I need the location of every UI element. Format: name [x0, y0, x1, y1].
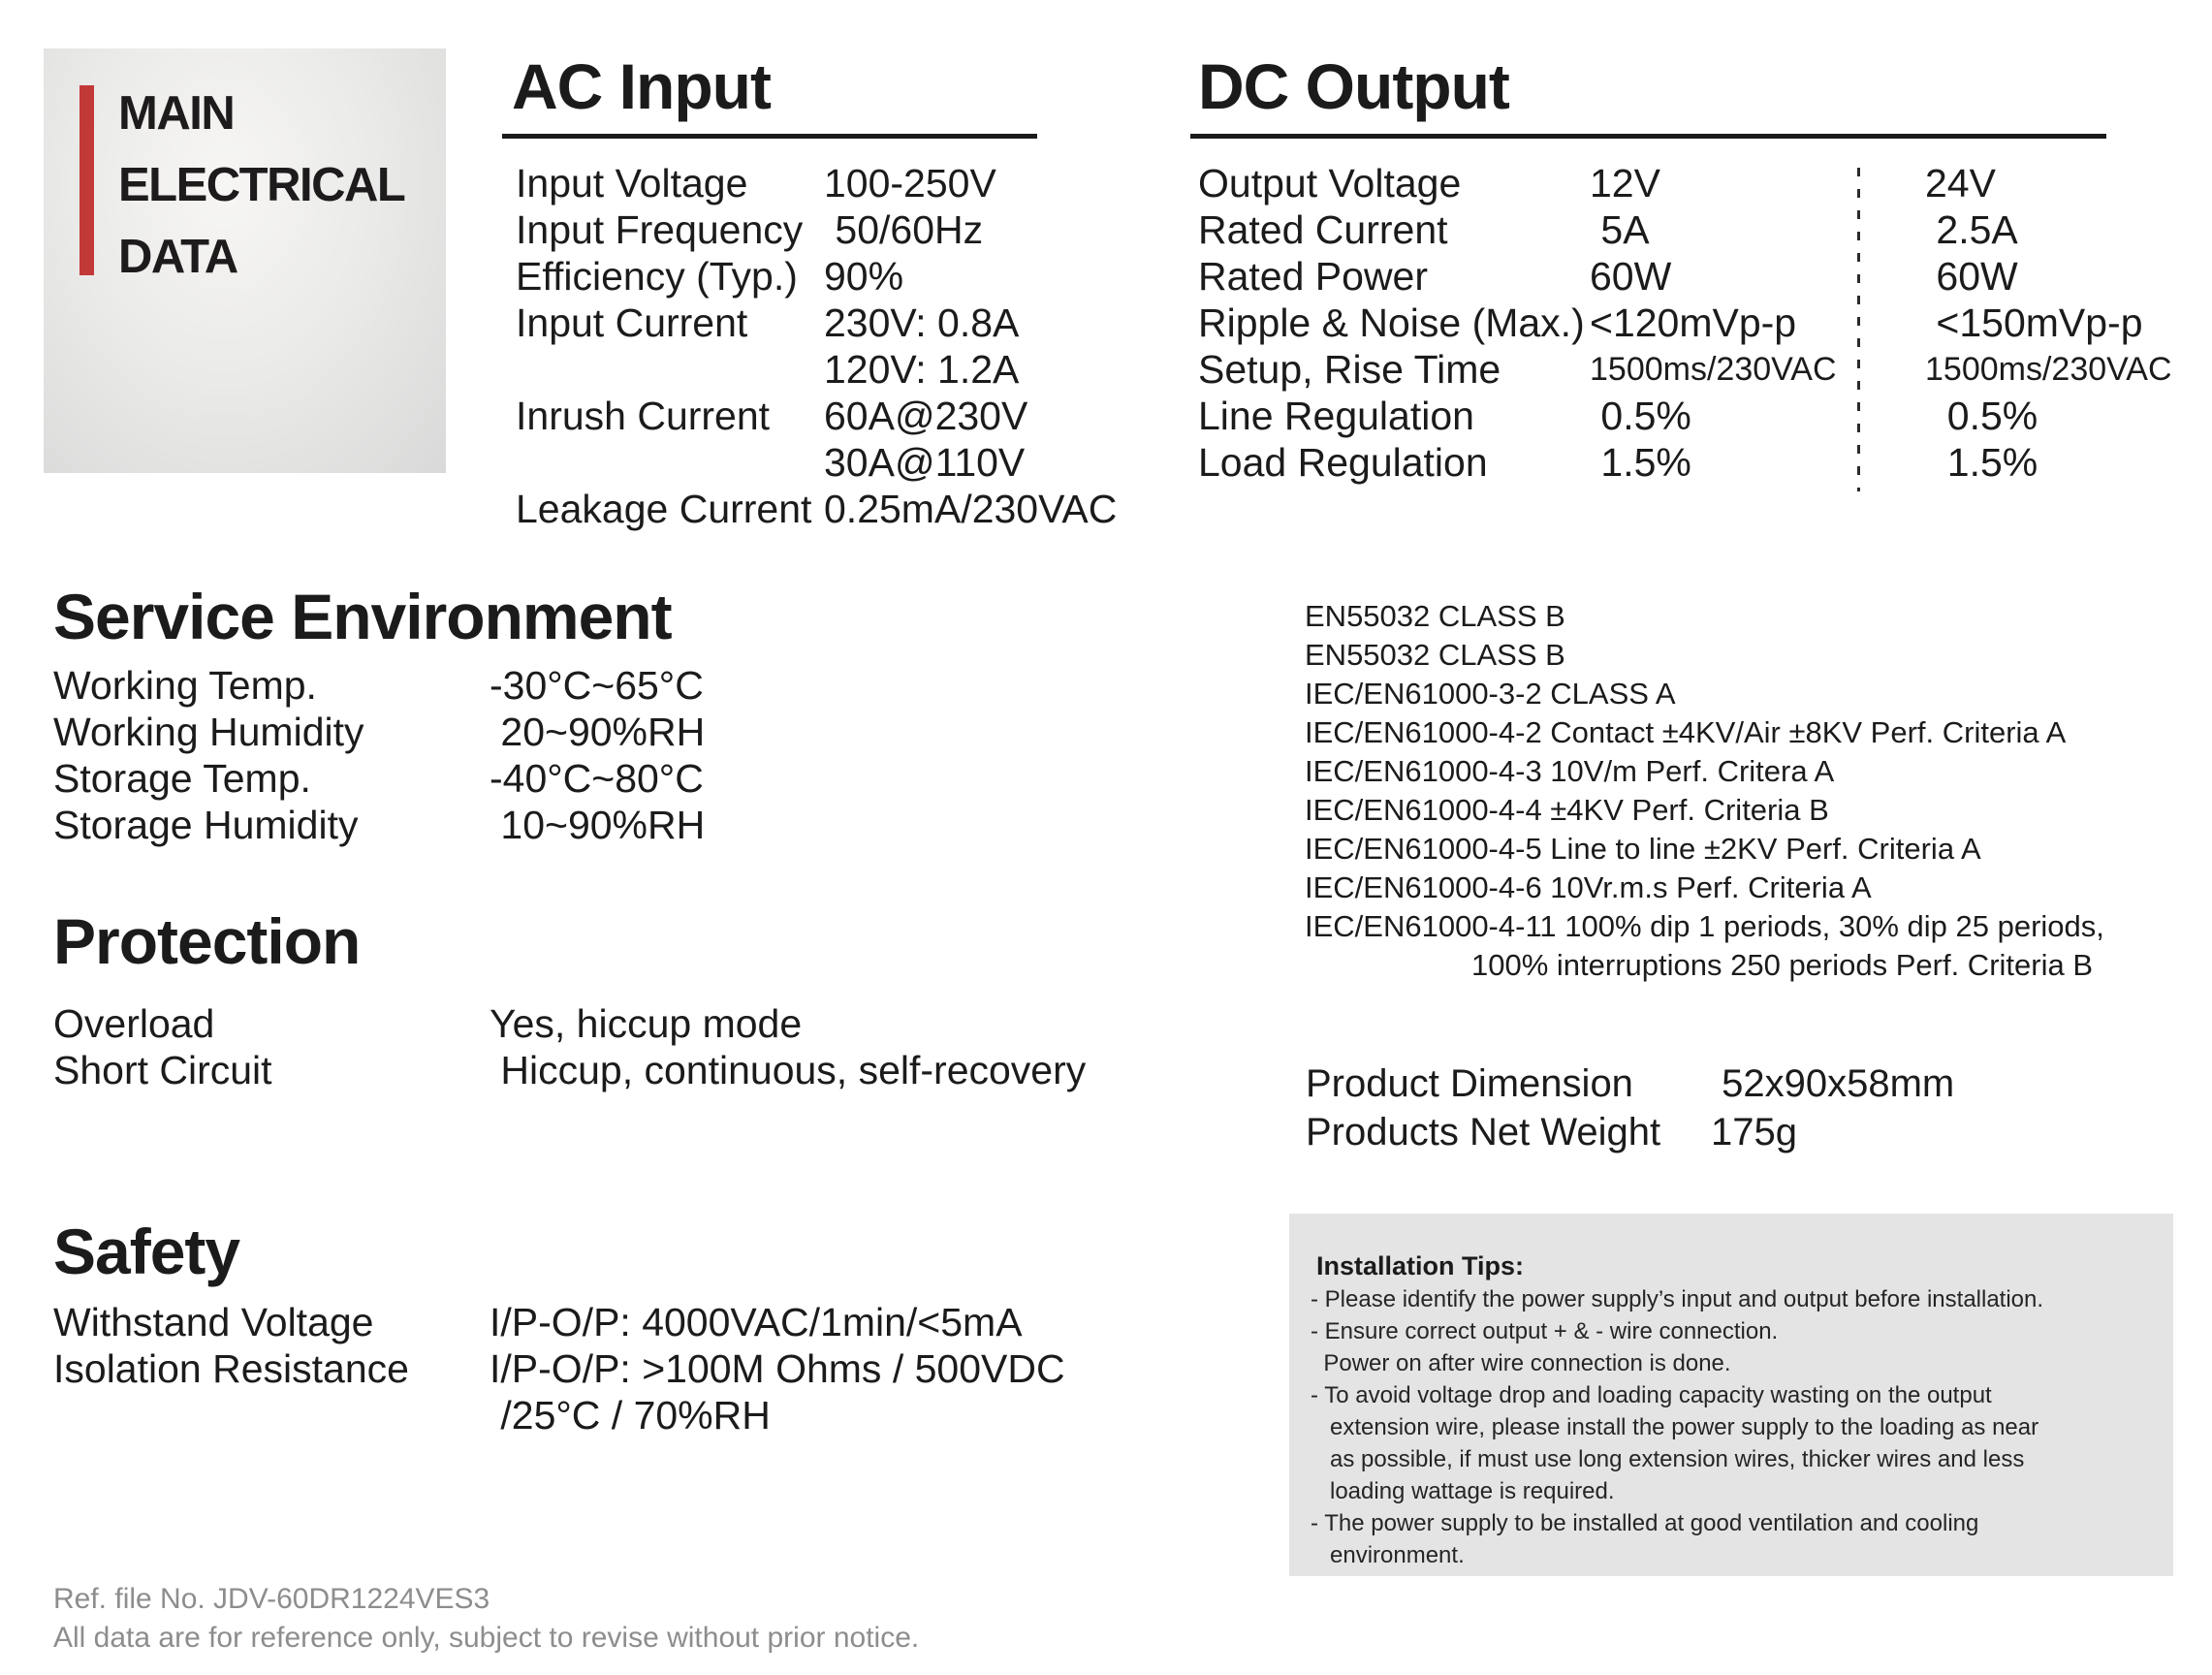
spec-row — [516, 346, 1037, 393]
spec-value: Yes, hiccup mode — [490, 1001, 803, 1046]
spec-value: 175g — [1711, 1111, 1797, 1154]
spec-value: -40°C~80°C — [490, 756, 704, 801]
emc-standard-line: IEC/EN61000-4-6 10Vr.m.s Perf. Criteria A — [1305, 870, 1872, 904]
spec-row — [1306, 1108, 1954, 1156]
spec-row — [1198, 346, 2172, 393]
spec-label: Working Humidity — [53, 710, 364, 754]
badge-title — [118, 78, 404, 293]
spec-row — [1198, 300, 2143, 346]
emc-standard-line: IEC/EN61000-4-5 Line to line ±2KV Perf. Criteria A — [1305, 832, 1981, 866]
service-environment-table — [53, 662, 926, 848]
protection-heading: Protection — [53, 905, 361, 977]
installation-tip-line: as possible, if must use long extension wires, thicker wires and less — [1311, 1446, 2025, 1472]
spec-row — [53, 709, 926, 755]
ac-input-underline — [502, 134, 1037, 139]
dc-output-table — [1190, 160, 2172, 486]
installation-tip-line: loading wattage is required. — [1311, 1478, 1615, 1504]
spec-label: Withstand Voltage — [53, 1300, 374, 1344]
red-accent-bar — [79, 85, 94, 275]
emc-standard-line: IEC/EN61000-3-2 CLASS A — [1305, 677, 1676, 711]
service-environment-heading: Service Environment — [53, 581, 672, 652]
installation-tip-line: - Ensure correct output + & - wire connection. — [1311, 1318, 1779, 1344]
spec-row — [53, 802, 926, 848]
value-24v: 2.5A — [1925, 207, 2018, 252]
spec-value: I/P-O/P: >100M Ohms / 500VDC — [490, 1346, 1065, 1391]
spec-row — [53, 662, 926, 709]
badge-title-line1: MAIN — [118, 87, 235, 140]
installation-tip-line: - To avoid voltage drop and loading capacity wasting on the output — [1311, 1382, 1992, 1408]
spec-label: Input Current — [516, 300, 748, 345]
emc-standard-line: 100% interruptions 250 periods Perf. Criteria B — [1471, 948, 2093, 982]
value-12v: 1500ms/230VAC — [1590, 351, 1837, 388]
spec-label: Output Voltage — [1198, 161, 1462, 205]
spec-row — [516, 253, 1037, 300]
spec-label — [53, 1392, 490, 1438]
spec-value: Hiccup, continuous, self-recovery — [490, 1048, 1087, 1092]
spec-row — [516, 439, 1037, 486]
main-electrical-data-badge — [44, 48, 446, 473]
spec-label: Rated Power — [1198, 254, 1429, 299]
installation-tip-line: - The power supply to be installed at good ventilation and cooling — [1311, 1510, 1979, 1536]
badge-title-line3: DATA — [118, 231, 237, 283]
badge-title-line2: ELECTRICAL — [118, 159, 405, 211]
value-24v: <150mVp-p — [1925, 300, 2143, 345]
spec-row — [53, 1345, 1217, 1392]
installation-tip-line: extension wire, please install the power supply to the loading as near — [1311, 1414, 2039, 1440]
emc-standards-list — [1305, 597, 2104, 985]
spec-value: 230V: 0.8A — [824, 300, 1020, 345]
spec-value: 120V: 1.2A — [824, 347, 1020, 392]
value-24v: 60W — [1925, 254, 2018, 299]
spec-row — [1198, 160, 2106, 206]
spec-row — [516, 206, 1037, 253]
emc-standard-line: IEC/EN61000-4-4 ±4KV Perf. Criteria B — [1305, 793, 1829, 827]
spec-value: 30A@110V — [824, 440, 1026, 485]
installation-tip-line: - Please identify the power supply’s input and output before installation. — [1311, 1286, 2044, 1312]
protection-table — [53, 1000, 1217, 1093]
spec-label: Storage Humidity — [53, 803, 359, 847]
spec-value: 90% — [824, 254, 904, 299]
spec-label: Input Frequency — [516, 207, 804, 252]
spec-row — [1198, 253, 2106, 300]
spec-label: Setup, Rise Time — [1198, 347, 1501, 392]
spec-row — [1198, 439, 2106, 486]
spec-label: Storage Temp. — [53, 756, 311, 801]
value-24v: 0.5% — [1925, 394, 2038, 438]
spec-value: I/P-O/P: 4000VAC/1min/<5mA — [490, 1300, 1023, 1344]
value-12v: 5A — [1590, 207, 1650, 252]
spec-label — [516, 346, 824, 393]
section-service-environment — [53, 577, 926, 848]
installation-tips-title: Installation Tips: — [1316, 1251, 1525, 1280]
spec-row — [1198, 393, 2106, 439]
installation-tip-line: Power on after wire connection is done. — [1311, 1350, 1731, 1376]
spec-row — [516, 393, 1037, 439]
dc-output-underline — [1190, 134, 2106, 139]
spec-label: Inrush Current — [516, 394, 771, 438]
spec-value: 52x90x58mm — [1711, 1062, 1955, 1105]
footer-ref-file-number: Ref. file No. JDV-60DR1224VES3 — [53, 1583, 490, 1615]
spec-value: 50/60Hz — [824, 207, 984, 252]
spec-value: 0.25mA/230VAC — [824, 487, 1118, 531]
spec-row — [53, 1392, 1217, 1438]
spec-label: Efficiency (Typ.) — [516, 254, 798, 299]
value-12v: 0.5% — [1590, 394, 1691, 438]
section-protection — [53, 901, 1217, 1093]
emc-standard-line: IEC/EN61000-4-2 Contact ±4KV/Air ±8KV Perf. Criteria A — [1305, 715, 2067, 749]
section-ac-input — [502, 47, 1118, 532]
spec-label: Line Regulation — [1198, 394, 1474, 438]
section-dc-output — [1190, 47, 2172, 486]
spec-value: 10~90%RH — [490, 803, 706, 847]
spec-value: -30°C~65°C — [490, 663, 704, 708]
installation-tips-box — [1289, 1214, 2173, 1576]
spec-label: Leakage Current — [516, 487, 812, 531]
spec-label — [516, 439, 824, 486]
footer — [53, 1580, 919, 1658]
column-divider-dotted — [1857, 168, 1860, 491]
spec-label: Input Voltage — [516, 161, 748, 205]
dc-output-heading: DC Output — [1198, 50, 1509, 122]
spec-value: 60A@230V — [824, 394, 1028, 438]
value-24v: 1.5% — [1925, 440, 2038, 485]
emc-standard-line: EN55032 CLASS B — [1305, 638, 1565, 672]
spec-row — [1198, 206, 2106, 253]
value-12v: 1.5% — [1590, 440, 1691, 485]
footer-disclaimer: All data are for reference only, subject to revise without prior notice. — [53, 1622, 920, 1654]
spec-label: Load Regulation — [1198, 440, 1488, 485]
value-24v: 1500ms/230VAC — [1925, 351, 2172, 388]
ac-input-table — [502, 160, 1118, 532]
spec-label: Overload — [53, 1001, 215, 1046]
value-12v: 12V — [1590, 161, 1660, 205]
spec-label: Rated Current — [1198, 207, 1448, 252]
spec-label: Ripple & Noise (Max.) — [1198, 300, 1585, 345]
spec-row — [53, 1299, 1217, 1345]
spec-label: Short Circuit — [53, 1048, 272, 1092]
spec-value: 100-250V — [824, 161, 996, 205]
value-12v: 60W — [1590, 254, 1672, 299]
spec-row — [516, 486, 1118, 532]
spec-label: Isolation Resistance — [53, 1346, 409, 1391]
spec-row — [53, 1047, 1217, 1093]
safety-table — [53, 1299, 1217, 1438]
spec-label: Product Dimension — [1306, 1062, 1633, 1105]
emc-standard-line: IEC/EN61000-4-11 100% dip 1 periods, 30% dip 25 periods, — [1305, 909, 2104, 943]
spec-label: Products Net Weight — [1306, 1111, 1661, 1154]
product-dimensions — [1306, 1059, 1954, 1156]
emc-standard-line: IEC/EN61000-4-3 10V/m Perf. Critera A — [1305, 754, 1835, 788]
value-12v: <120mVp-p — [1590, 300, 1797, 345]
emc-standard-line: EN55032 CLASS B — [1305, 599, 1565, 633]
spec-row — [53, 1000, 1217, 1047]
spec-row — [1306, 1059, 1954, 1108]
spec-row — [516, 300, 1037, 346]
ac-input-heading: AC Input — [512, 50, 771, 122]
value-24v: 24V — [1925, 161, 1996, 205]
installation-tip-line: environment. — [1311, 1542, 1465, 1568]
safety-heading: Safety — [53, 1216, 240, 1287]
spec-value: 20~90%RH — [490, 710, 706, 754]
spec-row — [53, 755, 926, 802]
section-safety — [53, 1212, 1217, 1438]
spec-row — [516, 160, 1037, 206]
spec-label: Working Temp. — [53, 663, 317, 708]
spec-value: /25°C / 70%RH — [490, 1393, 771, 1438]
